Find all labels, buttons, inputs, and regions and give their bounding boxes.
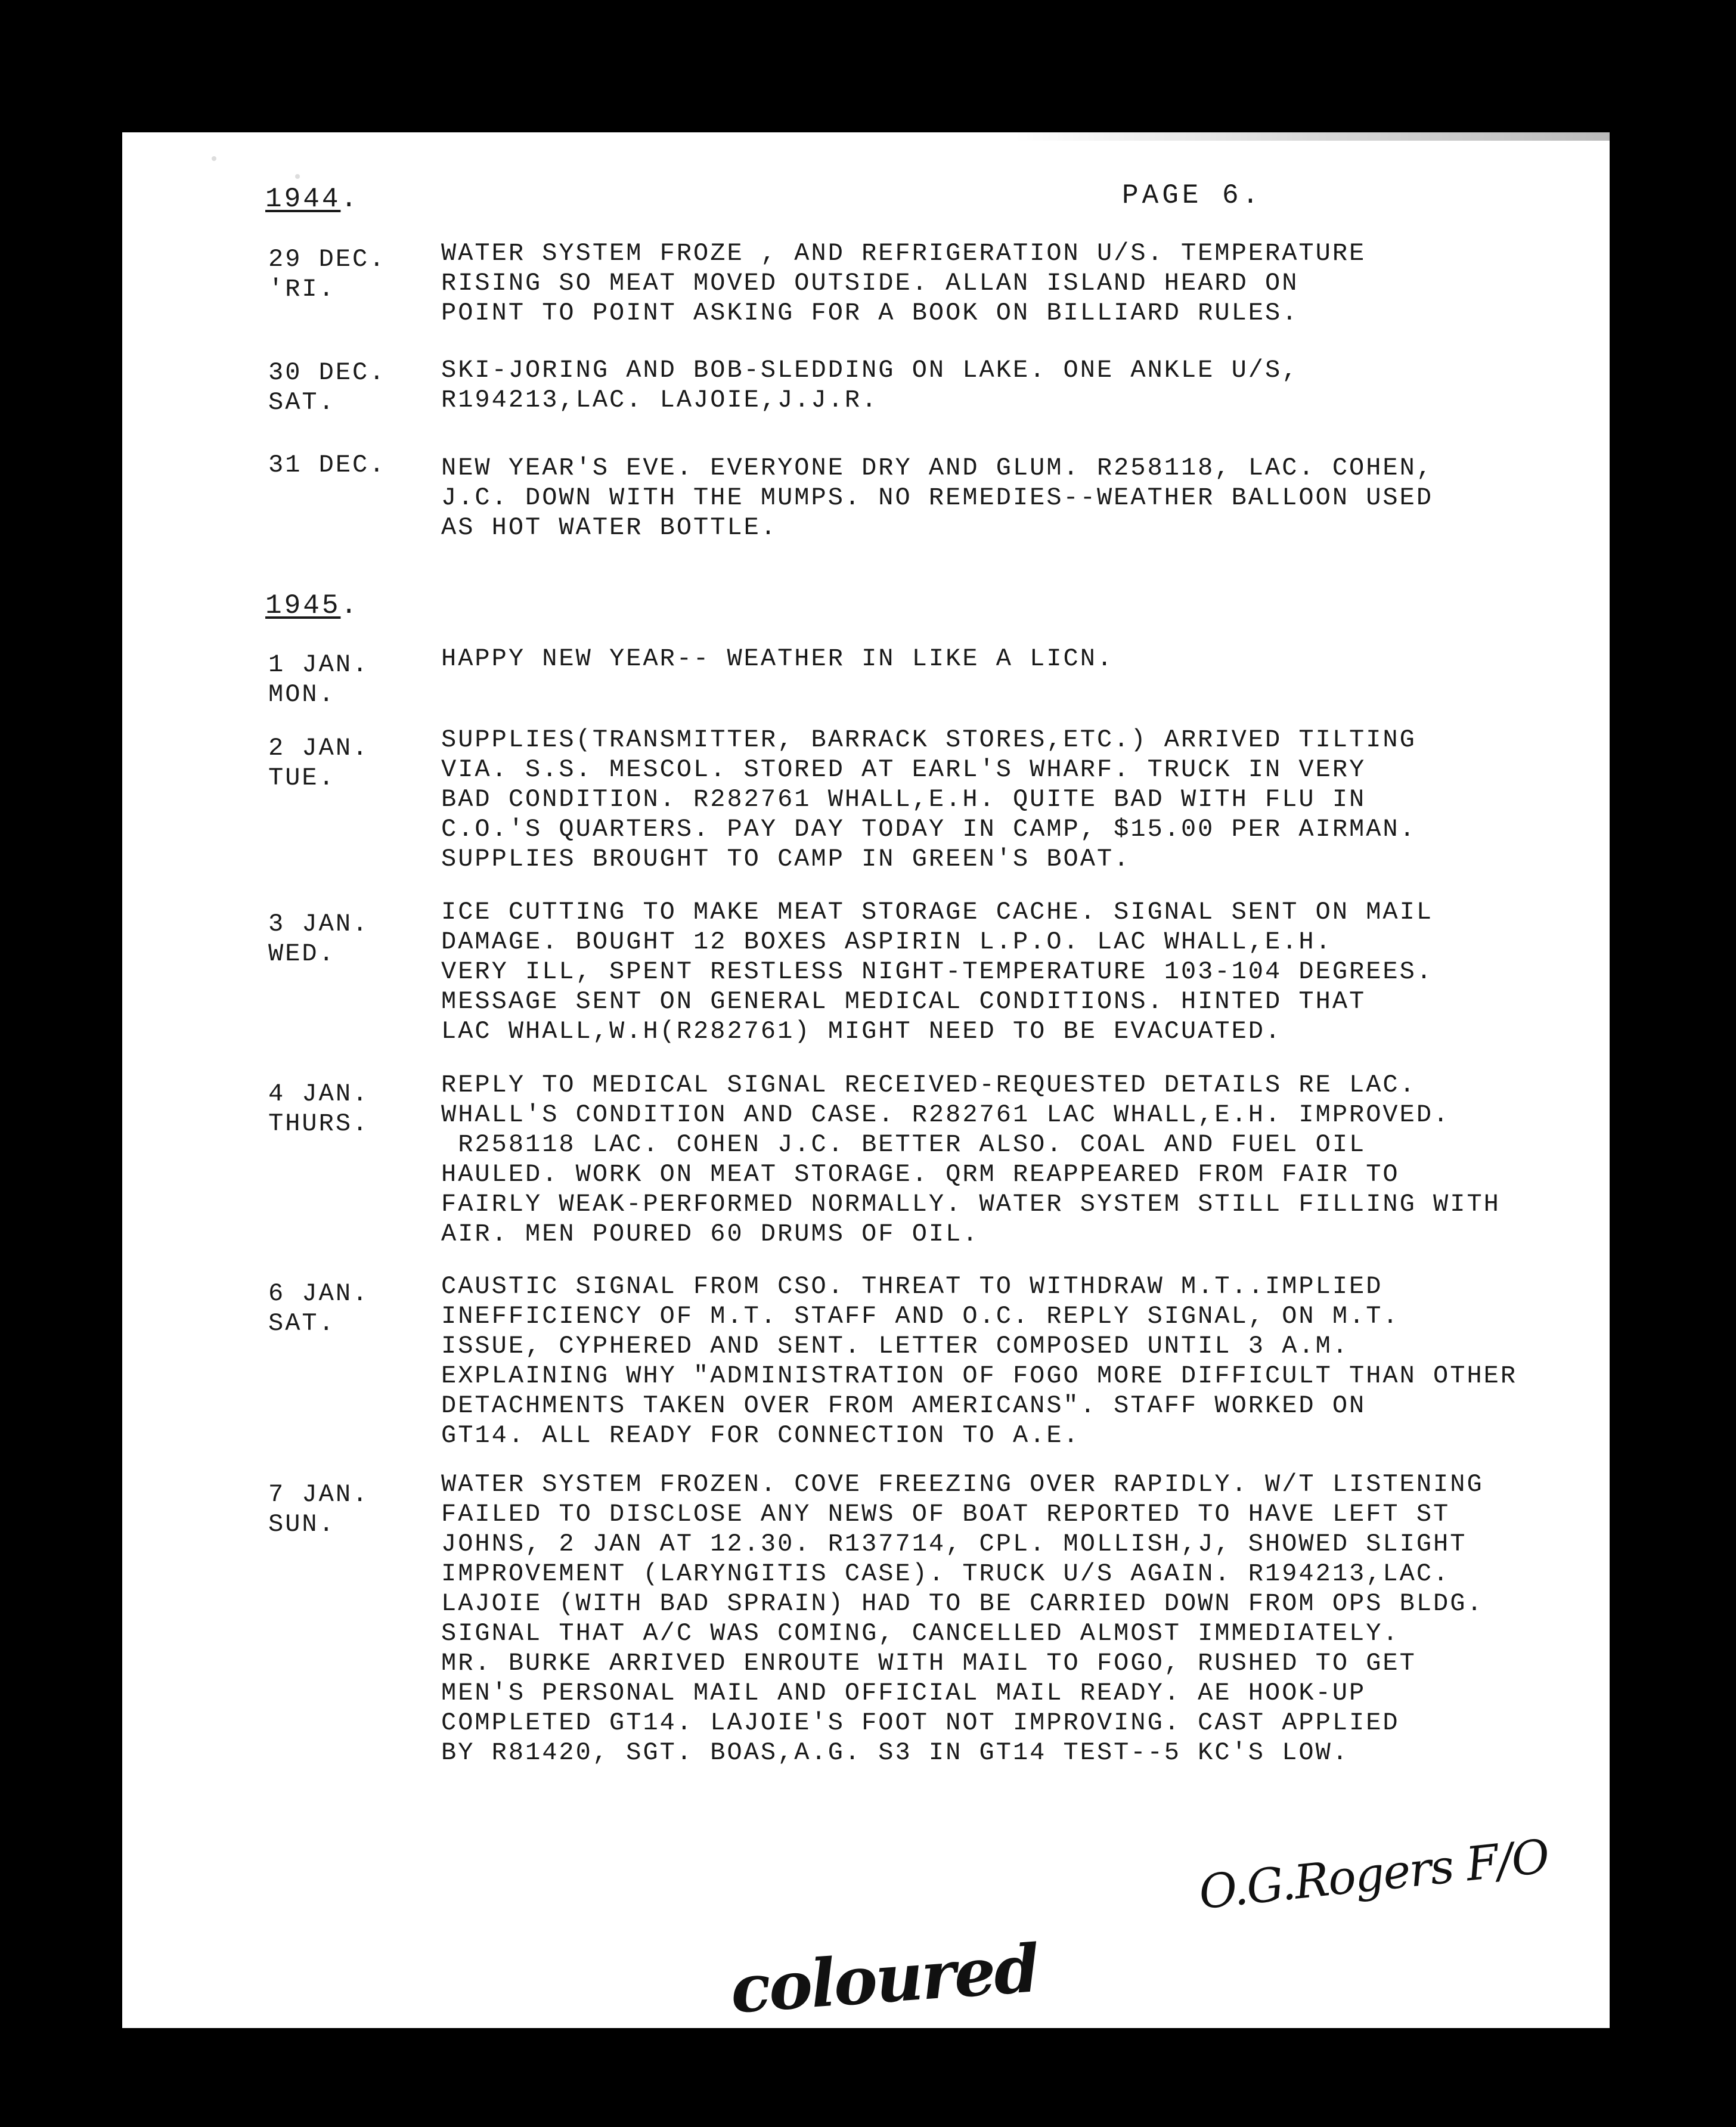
entry-date: 31 DEC. — [268, 451, 386, 479]
entry-text: CAUSTIC SIGNAL FROM CSO. THREAT TO WITHDRAW M.T..IMPLIED INEFFICIENCY OF M.T. STAFF AND O.C. REPLY SIGNAL, ON M.T. ISSUE, CYPHERED AND SENT. LETTER COMPOSED UNTIL 3 A.M. EXPLAINING WHY "ADMINISTRATION OF FOGO MORE DIFFICULT THAN OTHER DETACHMENTS TAKEN OVER FROM AMERICANS". STAFF WORKED ON GT14. ALL READY FOR CONNECTION TO A.E. — [441, 1272, 1518, 1450]
entry-date: 1 JAN. MON. — [268, 650, 370, 709]
year-heading-1945: 1945. — [265, 590, 360, 621]
entry-text: ICE CUTTING TO MAKE MEAT STORAGE CACHE. SIGNAL SENT ON MAIL DAMAGE. BOUGHT 12 BOXES ASPIRIN L.P.O. LAC WHALL,E.H. VERY ILL, SPENT RESTLESS NIGHT-TEMPERATURE 103-104 DEGREES. MESSAGE SENT ON GENERAL MEDICAL CONDITIONS. HINTED THAT LAC WHALL,W.H(R282761) MIGHT NEED TO BE EVACUATED. — [441, 898, 1434, 1046]
entry-text: WATER SYSTEM FROZEN. COVE FREEZING OVER RAPIDLY. W/T LISTENING FAILED TO DISCLOSE ANY NEWS OF BOAT REPORTED TO HAVE LEFT ST JOHNS, 2 JAN AT 12.30. R137714, CPL. MOLLISH,J, SHOWED SLIGHT IMPROVEMENT (LARYNGITIS CASE). TRUCK U/S AGAIN. R194213,LAC. LAJOIE (WITH BAD SPRAIN) HAD TO BE CARRIED DOWN FROM OPS BLDG. SIGNAL THAT A/C WAS COMING, CANCELLED ALMOST IMMEDIATELY. MR. BURKE ARRIVED ENROUTE WITH MAIL TO FOGO, RUSHED TO GET MEN'S PERSONAL MAIL AND OFFICIAL MAIL READY. AE HOOK-UP COMPLETED GT14. LAJOIE'S FOOT NOT IMPROVING. CAST APPLIED BY R81420, SGT. BOAS,A.G. S3 IN GT14 TEST--5 KC'S LOW. — [441, 1470, 1484, 1767]
entry-text: SUPPLIES(TRANSMITTER, BARRACK STORES,ETC.) ARRIVED TILTING VIA. S.S. MESCOL. STORED AT EARL'S WHARF. TRUCK IN VERY BAD CONDITION. R282761 WHALL,E.H. QUITE BAD WITH FLU IN C.O.'S QUARTERS. PAY DAY TODAY IN CAMP, $15.00 PER AIRMAN. SUPPLIES BROUGHT TO CAMP IN GREEN'S BOAT. — [441, 725, 1416, 873]
entry-date: 4 JAN. THURS. — [268, 1080, 370, 1138]
entry-date: 30 DEC. SAT. — [268, 358, 386, 417]
entry-text: REPLY TO MEDICAL SIGNAL RECEIVED-REQUESTED DETAILS RE LAC. WHALL'S CONDITION AND CASE. R282761 LAC WHALL,E.H. IMPROVED. R258118 LAC. COHEN J.C. BETTER ALSO. COAL AND FUEL OIL HAULED. WORK ON MEAT STORAGE. QRM REAPPEARED FROM FAIR TO FAIRLY WEAK-PERFORMED NORMALLY. WATER SYSTEM STILL FILLING WITH AIR. MEN POURED 60 DRUMS OF OIL. — [441, 1071, 1501, 1248]
year-heading-1944: 1944. — [265, 184, 360, 215]
entry-text: HAPPY NEW YEAR-- WEATHER IN LIKE A LICN. — [441, 644, 1114, 673]
entry-text: NEW YEAR'S EVE. EVERYONE DRY AND GLUM. R258118, LAC. COHEN, J.C. DOWN WITH THE MUMPS. NO REMEDIES--WEATHER BALLOON USED AS HOT WATER BOTTLE. — [441, 454, 1434, 542]
entry-date: 6 JAN. SAT. — [268, 1279, 370, 1338]
entry-date: 3 JAN. WED. — [268, 910, 370, 968]
signature: O.G.Rogers F/O — [1196, 1830, 1551, 1920]
entry-date: 29 DEC. 'RI. — [268, 245, 386, 303]
entry-date: 2 JAN. TUE. — [268, 734, 370, 792]
handwritten-note: coloured — [728, 1930, 1041, 2028]
entry-text: SKI-JORING AND BOB-SLEDDING ON LAKE. ONE ANKLE U/S, R194213,LAC. LAJOIE,J.J.R. — [441, 356, 1299, 414]
entry-text: WATER SYSTEM FROZE , AND REFRIGERATION U/S. TEMPERATURE RISING SO MEAT MOVED OUTSIDE. ALLAN ISLAND HEARD ON POINT TO POINT ASKING FOR A BOOK ON BILLIARD RULES. — [441, 239, 1366, 327]
entry-date: 7 JAN. SUN. — [268, 1480, 370, 1539]
page-number: PAGE 6. — [1122, 180, 1263, 211]
